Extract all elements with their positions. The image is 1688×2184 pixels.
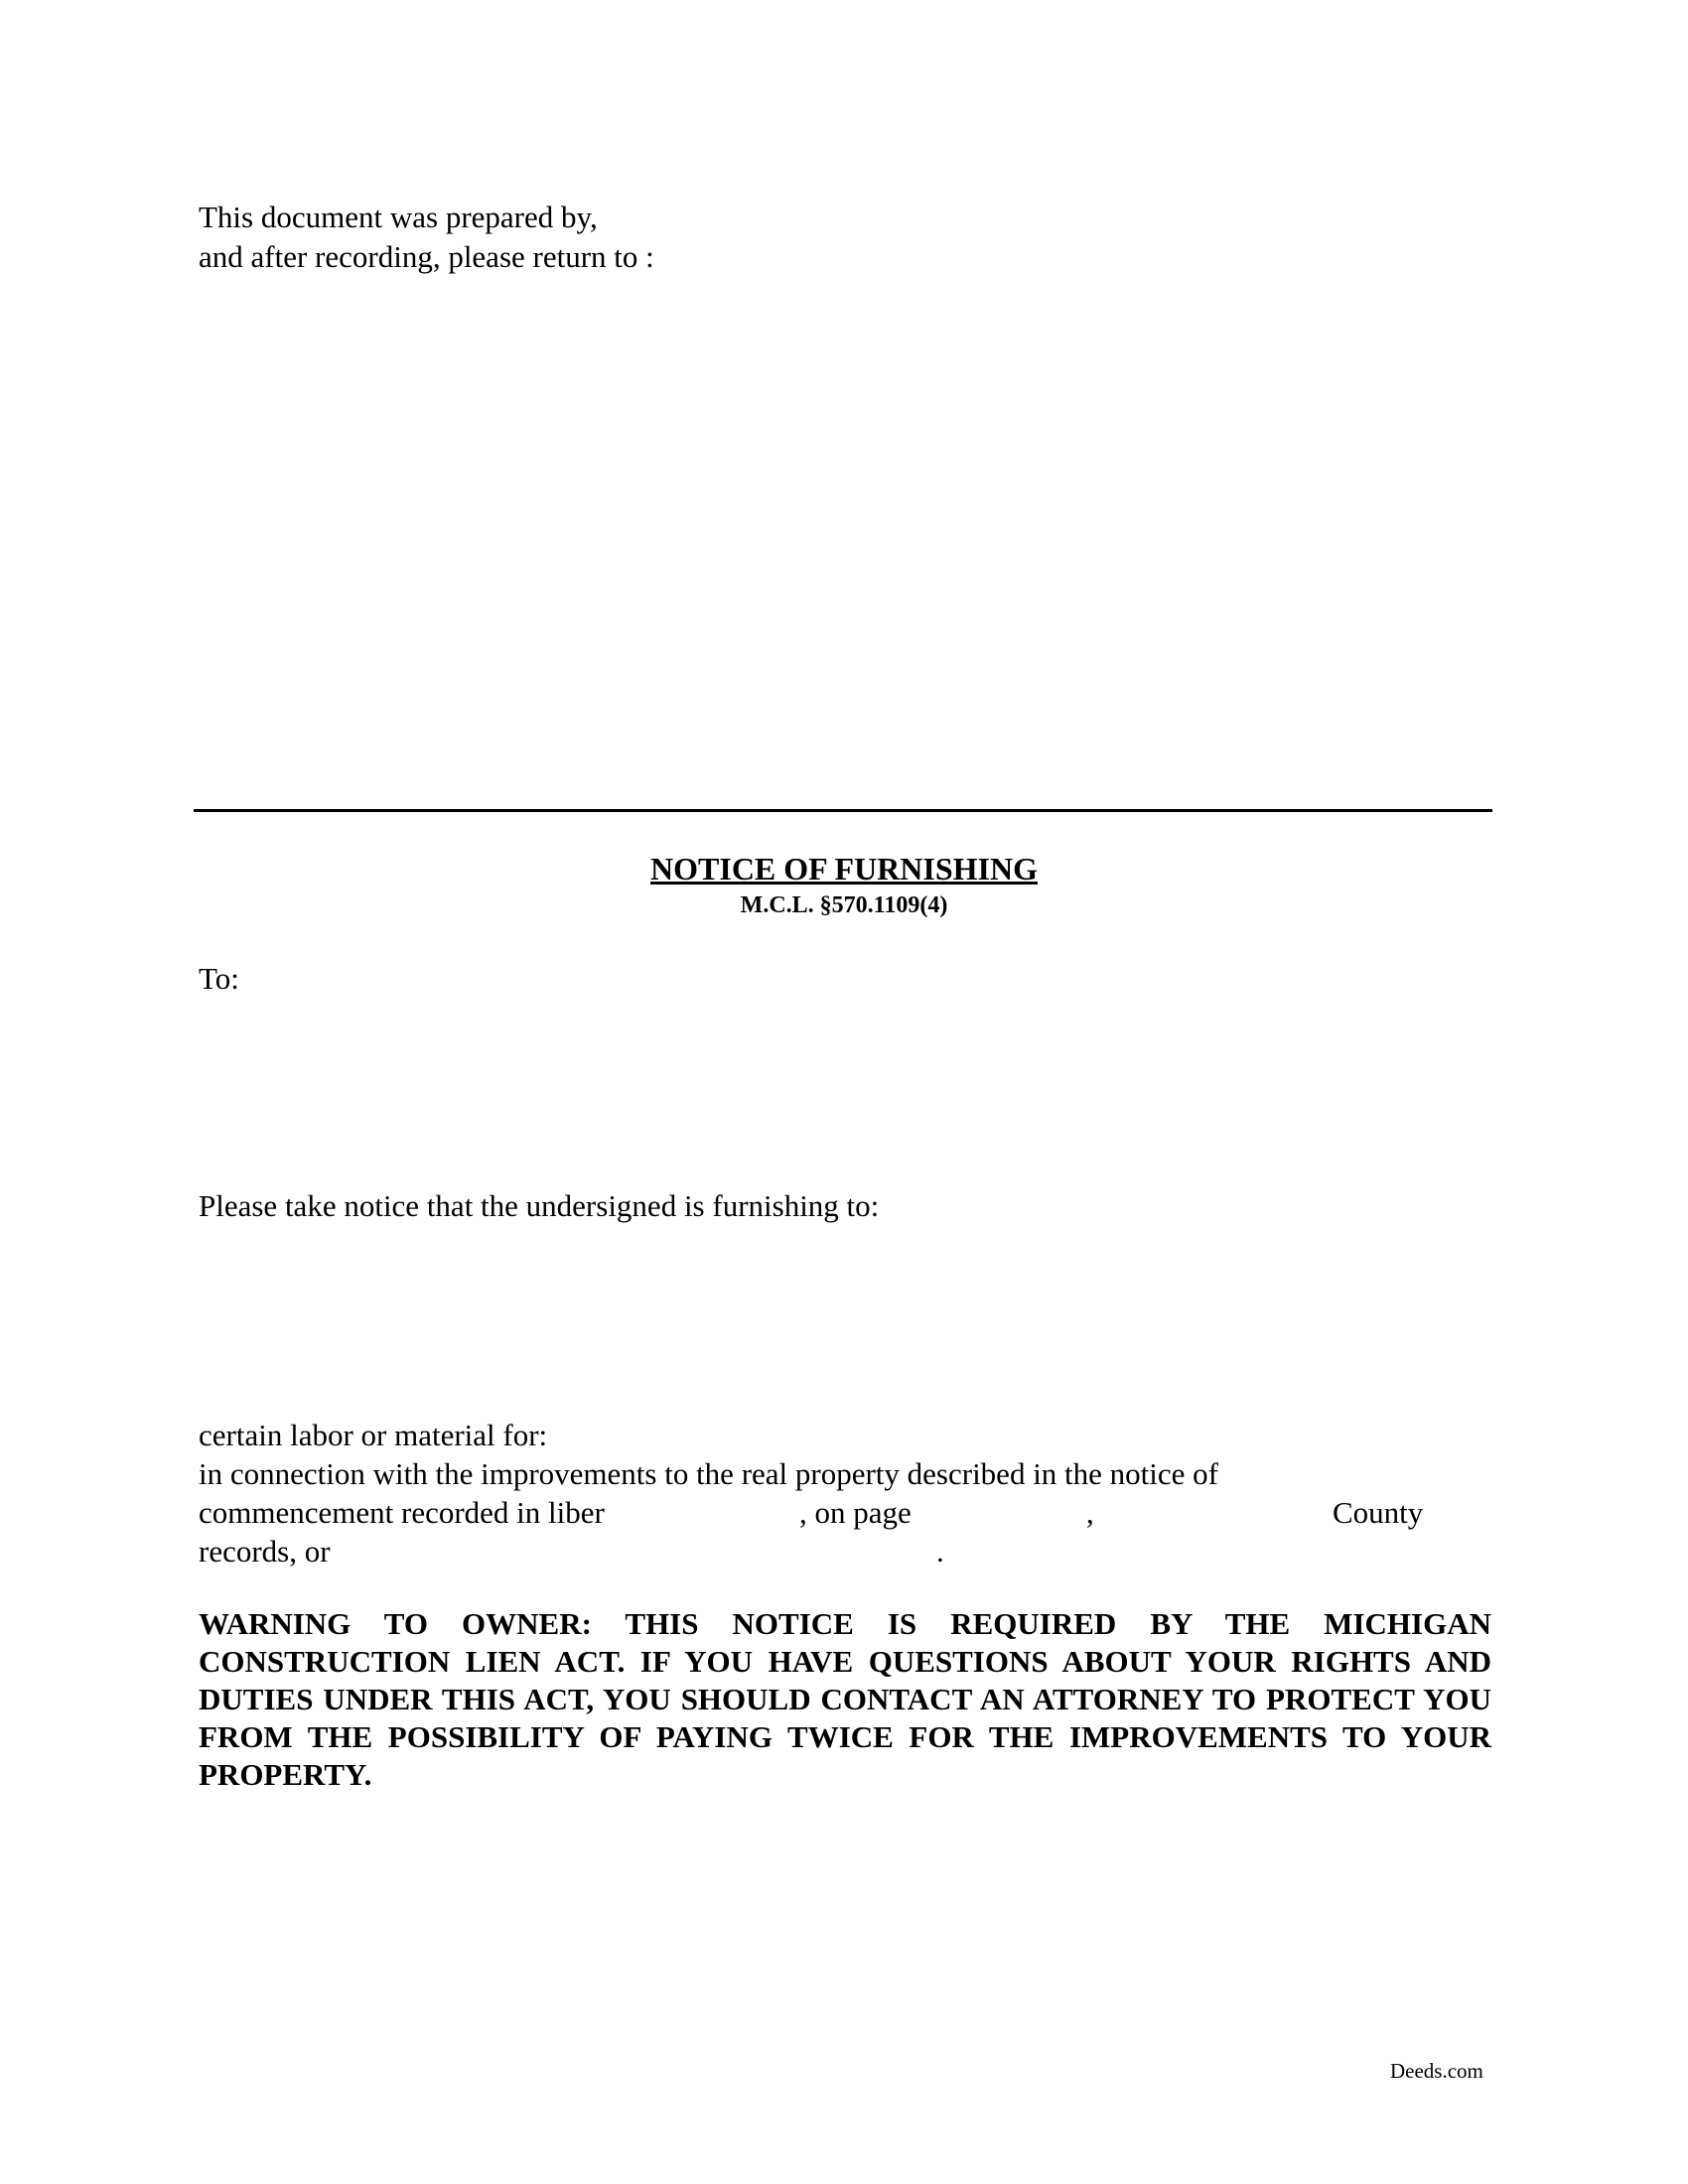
commencement-liber-text: commencement recorded in liber xyxy=(199,1495,605,1530)
header-divider xyxy=(194,809,1492,812)
records-or-text: records, or xyxy=(199,1534,331,1569)
on-page-text: , on page xyxy=(799,1495,912,1530)
footer-brand: Deeds.com xyxy=(1390,2059,1483,2083)
document-title xyxy=(0,850,1688,887)
document-title-text: NOTICE OF FURNISHING xyxy=(650,851,1038,887)
county-text: County xyxy=(1333,1495,1424,1530)
return-to-text: and after recording, please return to : xyxy=(199,239,654,274)
labor-material-line: certain labor or material for: xyxy=(199,1418,548,1452)
owner-warning: WARNING TO OWNER: THIS NOTICE IS REQUIRED BY THE MICHIGAN CONSTRUCTION LIEN ACT. IF YOU HAVE QUESTIONS ABOUT YOUR RIGHTS AND DUTIES UNDER THIS ACT, YOU SHOULD CONTACT AN ATTORNEY TO PROTECT YOU FROM THE POSSIBILITY OF PAYING TWICE FOR THE IMPROVEMENTS TO YOUR PROPERTY. xyxy=(199,1606,1491,1792)
prepared-by-text: This document was prepared by, xyxy=(199,200,598,234)
notice-statement: Please take notice that the undersigned is furnishing to: xyxy=(199,1188,880,1223)
to-label: To: xyxy=(199,961,239,996)
statute-citation: M.C.L. §570.1109(4) xyxy=(740,892,948,918)
records-period: . xyxy=(936,1534,944,1569)
page-comma: , xyxy=(1086,1495,1094,1530)
connection-line: in connection with the improvements to the real property described in the notice of xyxy=(199,1456,1218,1491)
